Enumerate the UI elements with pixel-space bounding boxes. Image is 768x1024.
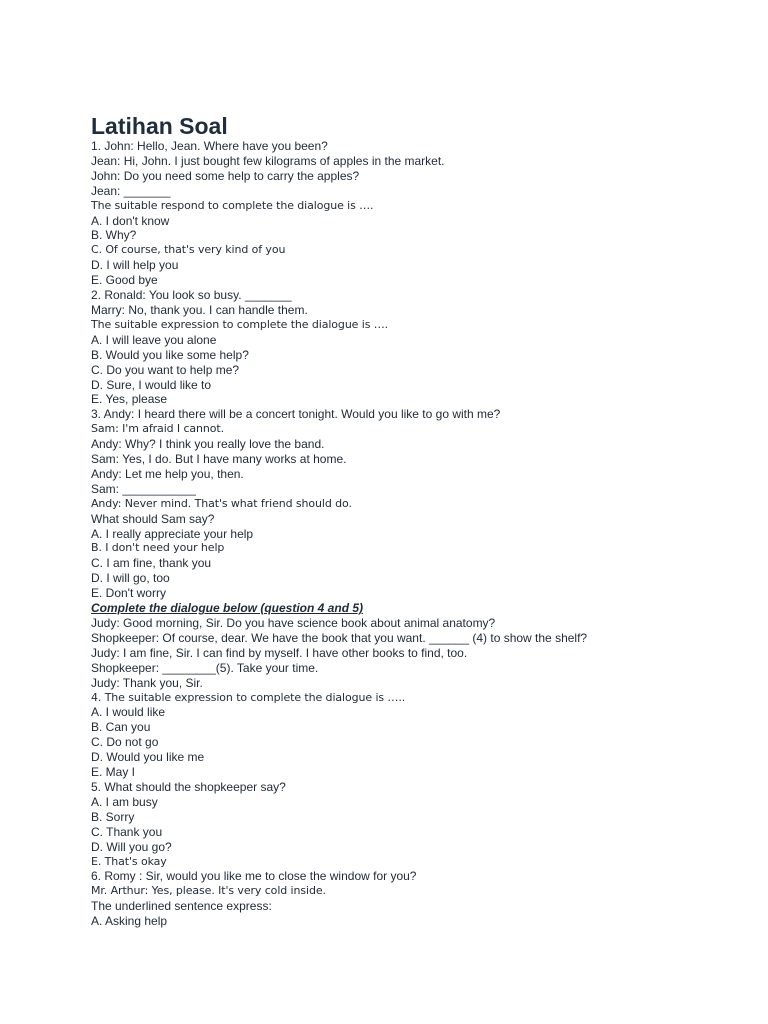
text-line: The suitable respond to complete the dialogue is …. [91, 198, 374, 212]
text-line: C. Do not go [91, 735, 159, 750]
text-line: The underlined sentence express: [91, 899, 272, 914]
text-line: C. Do you want to help me? [91, 362, 240, 377]
text-line: Sam: ___________ [91, 481, 196, 496]
text-line: E. Yes, please [91, 392, 168, 407]
text-line: Sam: I'm afraid I cannot. [91, 422, 225, 436]
text-line: Andy: Let me help you, then. [91, 466, 244, 481]
text-line: 4. The suitable expression to complete the dialogue is ….. [91, 690, 406, 704]
section-heading: Complete the dialogue below (question 4 and 5) [91, 601, 364, 616]
text-line: D. I will help you [91, 258, 179, 273]
document-lines [91, 139, 731, 929]
text-line: A. Asking help [91, 914, 168, 929]
text-line: Sam: Yes, I do. But I have many works at home. [91, 452, 347, 467]
text-line: E. Good bye [91, 273, 158, 288]
text-line: C. Thank you [91, 824, 163, 839]
text-line: Judy: Good morning, Sir. Do you have science book about animal anatomy? [91, 616, 496, 630]
text-line: A. I would like [91, 705, 166, 720]
text-line: Marry: No, thank you. I can handle them. [91, 302, 308, 317]
text-line: B. Why? [91, 228, 137, 243]
text-line: 1. John: Hello, Jean. Where have you been? [91, 139, 328, 153]
text-line: 6. Romy : Sir, would you like me to close the window for you? [91, 869, 417, 884]
text-line: Jean: _______ [91, 183, 171, 198]
text-line: A. I don't know [91, 213, 170, 228]
text-line: B. Sorry [91, 809, 135, 824]
text-line: B. I don't need your help [91, 541, 225, 555]
text-line: D. Will you go? [91, 839, 172, 854]
text-line: Judy: Thank you, Sir. [91, 675, 203, 690]
text-line: C. Of course, that's very kind of you [91, 243, 286, 257]
text-line: The suitable expression to complete the dialogue is …. [91, 317, 389, 331]
text-line: What should Sam say? [91, 511, 215, 526]
text-line: E. That's okay [91, 854, 167, 868]
text-line: B. Would you like some help? [91, 347, 249, 362]
text-line: E. May I [91, 765, 136, 780]
text-line: C. I am fine, thank you [91, 556, 212, 571]
text-line: 3. Andy: I heard there will be a concert tonight. Would you like to go with me? [91, 407, 501, 422]
text-line: A. I will leave you alone [91, 332, 217, 347]
text-line: Shopkeeper: ________(5). Take your time. [91, 660, 319, 675]
text-line: Andy: Why? I think you really love the band. [91, 437, 325, 452]
document-content [91, 113, 731, 929]
text-line: 2. Ronald: You look so busy. _______ [91, 288, 292, 303]
text-line: A. I really appreciate your help [91, 526, 254, 541]
text-line: John: Do you need some help to carry the apples? [91, 168, 360, 183]
text-line: D. Sure, I would like to [91, 377, 212, 392]
text-line: Andy: Never mind. That's what friend should do. [91, 496, 352, 510]
text-line: D. I will go, too [91, 571, 170, 586]
text-line: B. Can you [91, 720, 151, 735]
text-line: Shopkeeper: Of course, dear. We have the book that you want. ______ (4) to show the shelf? [91, 630, 588, 645]
text-line: Mr. Arthur: Yes, please. It's very cold inside. [91, 884, 326, 898]
text-line: E. Don't worry [91, 586, 166, 601]
text-line: A. I am busy [91, 794, 158, 809]
text-line: Jean: Hi, John. I just bought few kilograms of apples in the market. [91, 153, 445, 168]
document-title: Latihan Soal [91, 113, 228, 139]
text-line: D. Would you like me [91, 750, 205, 765]
text-line: Judy: I am fine, Sir. I can find by myself. I have other books to find, too. [91, 645, 468, 660]
text-line: 5. What should the shopkeeper say? [91, 779, 286, 794]
